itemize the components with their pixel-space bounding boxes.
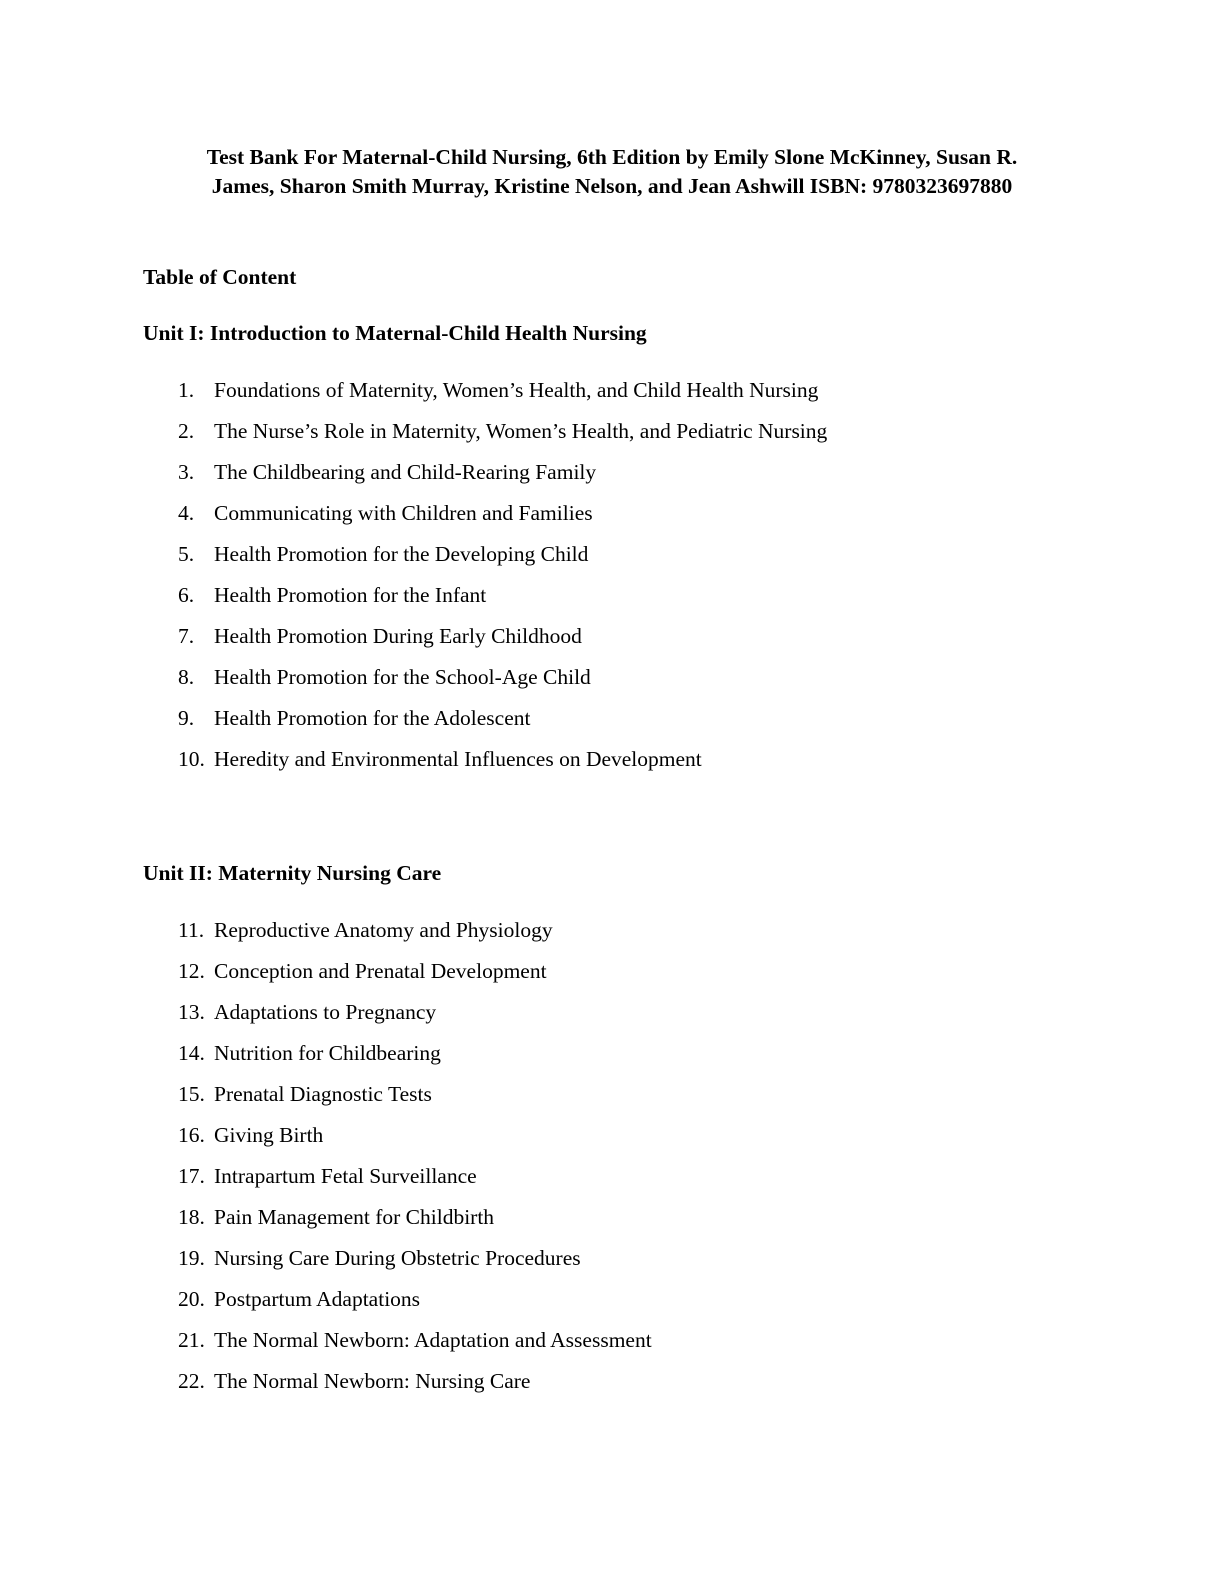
chapter-title: Health Promotion During Early Childhood (214, 624, 582, 648)
chapter-number: 13. (178, 1000, 205, 1024)
chapter-title: The Normal Newborn: Nursing Care (214, 1369, 531, 1393)
chapter-number: 14. (178, 1041, 205, 1065)
chapter-title: Health Promotion for the Infant (214, 583, 487, 607)
chapter-title: Pain Management for Childbirth (214, 1205, 495, 1229)
chapter-number: 1. (178, 378, 195, 402)
unit-2-heading: Unit II: Maternity Nursing Care (143, 861, 442, 885)
chapter-number: 15. (178, 1082, 205, 1106)
chapter-title: Reproductive Anatomy and Physiology (214, 918, 553, 942)
chapter-number: 9. (178, 706, 195, 730)
chapter-title: Giving Birth (214, 1123, 324, 1147)
chapter-number: 18. (178, 1205, 205, 1229)
chapter-title: Nursing Care During Obstetric Procedures (214, 1246, 581, 1270)
chapter-number: 19. (178, 1246, 205, 1270)
chapter-title: Foundations of Maternity, Women’s Health, and Child Health Nursing (214, 378, 819, 402)
chapter-number: 16. (178, 1123, 205, 1147)
chapter-title: Health Promotion for the Developing Child (214, 542, 589, 566)
unit-1-heading: Unit I: Introduction to Maternal-Child Health Nursing (143, 321, 647, 345)
chapter-title: Health Promotion for the Adolescent (214, 706, 531, 730)
chapter-title: Conception and Prenatal Development (214, 959, 547, 983)
chapter-title: Nutrition for Childbearing (214, 1041, 441, 1065)
chapter-number: 12. (178, 959, 205, 983)
chapter-title: Adaptations to Pregnancy (214, 1000, 437, 1024)
chapter-number: 11. (178, 918, 205, 942)
chapter-number: 7. (178, 624, 195, 648)
chapter-number: 10. (178, 747, 205, 771)
chapter-number: 17. (178, 1164, 205, 1188)
chapter-title: Health Promotion for the School-Age Child (214, 665, 591, 689)
chapter-title: Prenatal Diagnostic Tests (214, 1082, 432, 1106)
toc-heading: Table of Content (143, 265, 297, 289)
chapter-title: Heredity and Environmental Influences on Development (214, 747, 702, 771)
chapter-number: 22. (178, 1369, 205, 1393)
chapter-title: Communicating with Children and Families (214, 501, 593, 525)
chapter-number: 3. (178, 460, 195, 484)
chapter-number: 5. (178, 542, 195, 566)
chapter-number: 21. (178, 1328, 205, 1352)
chapter-number: 4. (178, 501, 195, 525)
document-title (120, 143, 1104, 201)
chapter-title: Postpartum Adaptations (214, 1287, 421, 1311)
title-line-2: James, Sharon Smith Murray, Kristine Nelson, and Jean Ashwill ISBN: 9780323697880 (211, 174, 1013, 198)
chapter-title: Intrapartum Fetal Surveillance (214, 1164, 477, 1188)
chapter-title: The Nurse’s Role in Maternity, Women’s Health, and Pediatric Nursing (214, 419, 828, 443)
chapter-number: 8. (178, 665, 195, 689)
chapter-number: 2. (178, 419, 195, 443)
chapter-title: The Normal Newborn: Adaptation and Assessment (214, 1328, 652, 1352)
chapter-title: The Childbearing and Child-Rearing Family (214, 460, 597, 484)
title-line-1: Test Bank For Maternal-Child Nursing, 6th Edition by Emily Slone McKinney, Susan R. (206, 145, 1018, 169)
chapter-number: 20. (178, 1287, 205, 1311)
chapter-number: 6. (178, 583, 195, 607)
